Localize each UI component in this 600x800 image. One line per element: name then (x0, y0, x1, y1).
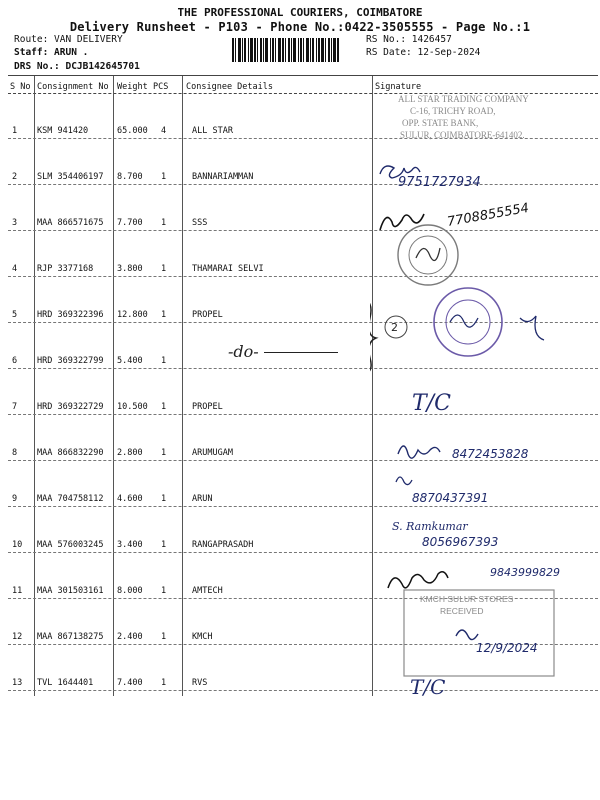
phone-row8: 8472453828 (452, 447, 529, 461)
name-row10: S. Ramkumar (392, 520, 468, 533)
row-pcs: 1 (161, 586, 167, 596)
tc-mark-row7: T/C (412, 391, 451, 416)
row-sno: 13 (12, 678, 23, 688)
row-consignee: PROPEL (192, 402, 223, 412)
company-title: THE PROFESSIONAL COURIERS, COIMBATORE (177, 6, 423, 19)
row-consignee: KMCH (192, 632, 213, 642)
table-top-rule (8, 75, 598, 76)
phone-row9: 8870437391 (412, 491, 489, 505)
row-consignment: HRD 369322396 (37, 310, 104, 320)
row-weight: 5.400 (117, 356, 143, 366)
col-header-weight: Weight (117, 82, 148, 92)
row-weight: 3.800 (117, 264, 143, 274)
row-sno: 11 (12, 586, 23, 596)
row-pcs: 1 (161, 172, 167, 182)
phone-row11: 9843999829 (490, 566, 560, 579)
signature-row12 (456, 630, 478, 640)
allstar-stamp-line3: OPP. STATE BANK, (402, 118, 479, 128)
phone-row2: 9751727934 (398, 175, 481, 190)
row-consignment: MAA 866832290 (37, 448, 104, 458)
row-sno: 2 (12, 172, 18, 182)
row-pcs: 1 (161, 402, 167, 412)
propel-stamp (434, 288, 502, 356)
phone-row3: 7708855554 (446, 200, 531, 230)
row-pcs: 1 (161, 494, 167, 504)
row-weight: 7.400 (117, 678, 143, 688)
allstar-stamp-line2: C-16, TRICHY ROAD, (410, 106, 496, 116)
signature-row5 (450, 315, 478, 327)
row-sno: 12 (12, 632, 23, 642)
col-header-signature: Signature (375, 82, 422, 92)
bracket-mark (370, 300, 376, 374)
date-row12: 12/9/2024 (476, 641, 538, 655)
row-consignment: TVL 1644401 (37, 678, 94, 688)
row-consignment: MAA 301503161 (37, 586, 104, 596)
allstar-stamp-line1: ALL STAR TRADING COMPANY (398, 94, 529, 104)
row-consignee: ARUMUGAM (192, 448, 233, 458)
ditto-line (264, 352, 338, 353)
row-consignment: HRD 369322799 (37, 356, 104, 366)
col-header-pcs: PCS (153, 82, 169, 92)
row-sno: 5 (12, 310, 18, 320)
count-mark: 2 (391, 321, 398, 334)
row-weight: 8.700 (117, 172, 143, 182)
col-header-consignment: Consignment No (37, 82, 109, 92)
row-weight: 8.000 (117, 586, 143, 596)
row-weight: 12.800 (117, 310, 148, 320)
signature-overlay (370, 80, 598, 700)
kmch-stamp-line1: KMCH SULUR STORES (420, 594, 514, 604)
kmch-stamp-line2: RECEIVED (440, 606, 484, 616)
row-consignee: RANGAPRASADH (192, 540, 254, 550)
row-consignment: MAA 704758112 (37, 494, 104, 504)
row-consignment: SLM 354406197 (37, 172, 104, 182)
col-header-consignee: Consignee Details (186, 82, 273, 92)
row-consignment: HRD 369322729 (37, 402, 104, 412)
row-consignee: ALL STAR (192, 126, 233, 136)
row-pcs: 1 (161, 540, 167, 550)
row-weight: 65.000 (117, 126, 148, 136)
allstar-stamp (398, 94, 529, 140)
row-pcs: 1 (161, 264, 167, 274)
row-sno: 1 (12, 126, 18, 136)
row-pcs: 1 (161, 632, 167, 642)
row-weight: 3.400 (117, 540, 143, 550)
column-divider (113, 76, 114, 696)
hospital-stamp-inner (409, 236, 447, 274)
row-pcs: 1 (161, 678, 167, 688)
signature-row11 (388, 572, 448, 588)
allstar-stamp-line4: SULUR, COIMBATORE-641402. (400, 130, 525, 140)
row-consignee: THAMARAI SELVI (192, 264, 264, 274)
row-consignee: SSS (192, 218, 208, 228)
signature-row8 (398, 446, 440, 458)
row-weight: 7.700 (117, 218, 143, 228)
row-consignee: RVS (192, 678, 208, 688)
row-pcs: 1 (161, 356, 167, 366)
row-sno: 3 (12, 218, 18, 228)
row-weight: 2.400 (117, 632, 143, 642)
signature-row6 (520, 316, 544, 340)
rs-date: RS Date: 12-Sep-2024 (366, 47, 481, 58)
row-consignment: RJP 3377168 (37, 264, 94, 274)
row-weight: 2.800 (117, 448, 143, 458)
row-consignment: MAA 576003245 (37, 540, 104, 550)
row-sno: 7 (12, 402, 18, 412)
row-pcs: 1 (161, 218, 167, 228)
phone-row10: 8056967393 (422, 535, 499, 549)
propel-stamp-inner (446, 300, 490, 344)
row-consignee: AMTECH (192, 586, 223, 596)
row-weight: 10.500 (117, 402, 148, 412)
col-header-sno: S No (10, 82, 31, 92)
row-weight: 4.600 (117, 494, 143, 504)
row-consignment: MAA 867138275 (37, 632, 104, 642)
column-divider (182, 76, 183, 696)
staff-label: Staff: ARUN . (14, 47, 89, 58)
column-divider (34, 76, 35, 696)
row-pcs: 4 (161, 126, 167, 136)
hospital-stamp (398, 225, 458, 285)
row-sno: 8 (12, 448, 18, 458)
runsheet-title: Delivery Runsheet - P103 - Phone No.:0422-3505555 - Page No.:1 (69, 20, 531, 34)
signature-row9 (396, 477, 412, 485)
tc-mark-row13: T/C (410, 675, 446, 699)
row-consignment: MAA 866571675 (37, 218, 104, 228)
drs-number: DRS No.: DCJB142645701 (14, 61, 140, 72)
barcode (232, 38, 356, 62)
row-consignee: PROPEL (192, 310, 223, 320)
rs-number: RS No.: 1426457 (366, 34, 452, 45)
row-sno: 4 (12, 264, 18, 274)
row-sno: 9 (12, 494, 18, 504)
row-pcs: 1 (161, 448, 167, 458)
route-label: Route: VAN DELIVERY (14, 34, 123, 45)
row-sno: 10 (12, 540, 23, 550)
row-consignment: KSM 941420 (37, 126, 89, 136)
row-consignee: BANNARIAMMAN (192, 172, 254, 182)
row-sno: 6 (12, 356, 18, 366)
ditto-mark-row6: -do- (228, 342, 259, 361)
row-consignee: ARUN (192, 494, 213, 504)
row-pcs: 1 (161, 310, 167, 320)
signature-row4 (416, 248, 440, 261)
